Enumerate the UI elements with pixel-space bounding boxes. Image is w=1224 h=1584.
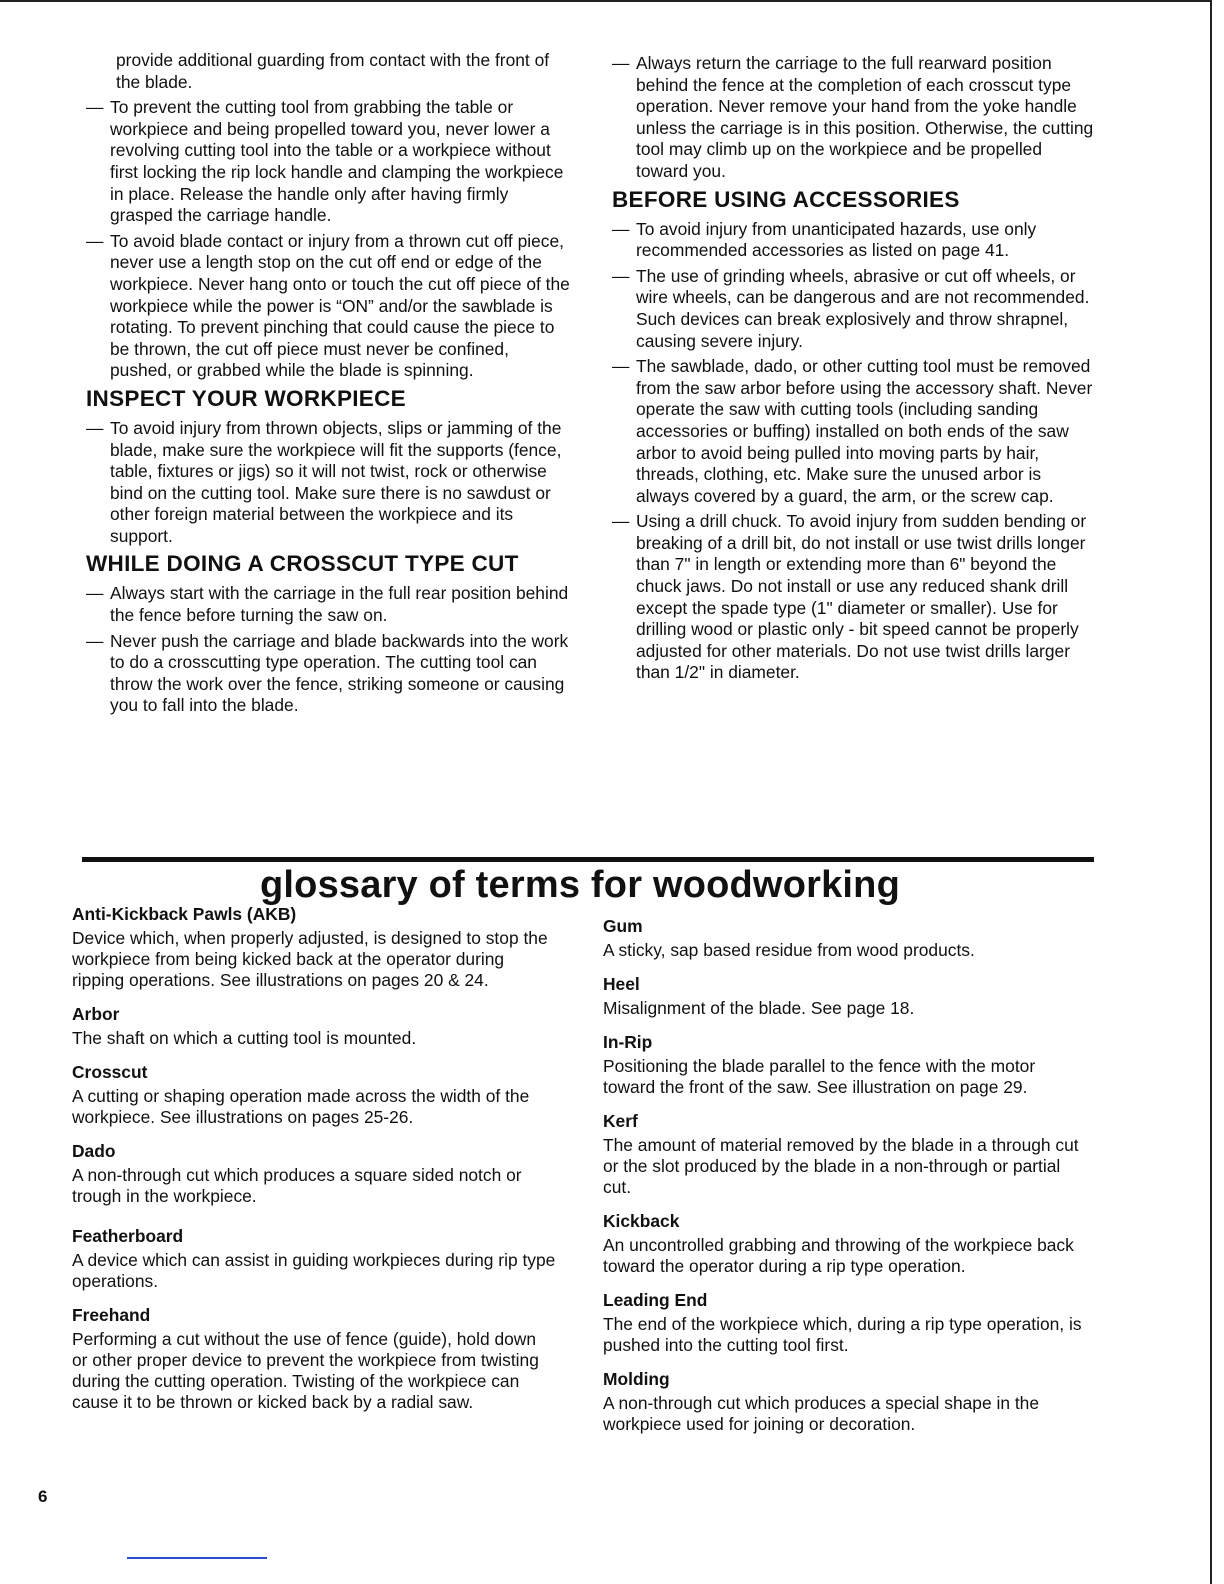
dash-bullet: —: [86, 630, 104, 651]
dash-bullet: —: [612, 53, 630, 73]
glossary-definition: A cutting or shaping operation made across the width of the workpiece. See illustrations on pages 25-26.: [72, 1086, 530, 1127]
safety-column-left: [86, 50, 572, 721]
glossary-term: Molding: [603, 1369, 670, 1389]
glossary-definition: A non-through cut which produces a square sided notch or trough in the workpiece.: [72, 1165, 522, 1206]
glossary-definition: Device which, when properly adjusted, is designed to stop the workpiece from being kicked back at the operator during ripping operations. See illustrations on pages 20 & 24.: [72, 928, 548, 990]
glossary-entry: [603, 1368, 1087, 1435]
glossary-entry: [603, 1210, 1087, 1277]
safety-column-right: [612, 53, 1094, 688]
dash-bullet: —: [86, 230, 104, 251]
glossary-entry: [72, 1003, 556, 1049]
safety-item-text: To avoid injury from unanticipated hazards, use only recommended accessories as listed on page 41.: [636, 218, 1037, 261]
section-heading-inspect: INSPECT YOUR WORKPIECE: [86, 385, 406, 411]
section-heading-accessories: BEFORE USING ACCESSORIES: [612, 186, 960, 212]
safety-item-text: To prevent the cutting tool from grabbing the table or workpiece and being propelled toward you, never lower a revolving cutting tool into the table or a workpiece without first locking the rip lock handle and clamping the workpiece in place. Release the handle only after having firmly grasped the carriage handle.: [110, 97, 564, 226]
glossary-entry: [603, 973, 1087, 1019]
glossary-definition: Misalignment of the blade. See page 18.: [603, 998, 915, 1018]
safety-item: [86, 631, 572, 717]
safety-item-text: The sawblade, dado, or other cutting tool must be removed from the saw arbor before using the accessory shaft. Never operate the saw with cutting tools (including sanding accessories or buffing) installed on both ends of the saw arbor to avoid being pulled into moving parts by hair, threads, clothing, etc. Make sure the unused arbor is always covered by a guard, the arm, or the screw cap.: [636, 356, 1093, 506]
safety-item: [612, 53, 1094, 183]
dash-bullet: —: [612, 511, 630, 532]
glossary-definition: A non-through cut which produces a special shape in the workpiece used for joining or decoration.: [603, 1393, 1040, 1434]
glossary-title: glossary of terms for woodworking: [259, 864, 901, 906]
page-number: 6: [38, 1487, 48, 1506]
glossary-entry: [603, 915, 1087, 961]
glossary-term: Kickback: [603, 1211, 680, 1231]
safety-item-text: Never push the carriage and blade backwards into the work to do a crosscutting type operation. The cutting tool can throw the work over the fence, striking someone or causing you to fall into the blade.: [110, 630, 569, 716]
safety-item: [612, 511, 1094, 684]
glossary-definition: A sticky, sap based residue from wood products.: [603, 940, 975, 960]
glossary-definition: Positioning the blade parallel to the fence with the motor toward the front of the saw. See illustration on page 29.: [603, 1056, 1036, 1097]
glossary-column-right: [603, 915, 1087, 1447]
safety-item-text: Always start with the carriage in the full rear position behind the fence before turning the saw on.: [110, 583, 569, 626]
glossary-entry: [72, 1304, 556, 1413]
safety-item-text: Always return the carriage to the full rearward position behind the fence at the completion of each crosscut type operation. Never remove your hand from the yoke handle unless the carriage is in this position. Otherwise, the cutting tool may climb up on the workpiece and be propelled toward you.: [636, 53, 1094, 181]
safety-item: [86, 97, 572, 227]
glossary-term: Anti-Kickback Pawls (AKB): [72, 904, 297, 924]
section-heading-crosscut: WHILE DOING A CROSSCUT TYPE CUT: [86, 551, 519, 577]
glossary-entry: [72, 1140, 556, 1207]
glossary-entry: [603, 1289, 1087, 1356]
glossary-term: Leading End: [603, 1290, 708, 1310]
dash-bullet: —: [86, 417, 104, 438]
safety-item-text: To avoid injury from thrown objects, slips or jamming of the blade, make sure the workpiece will fit the supports (fence, table, fixtures or jigs) so it will not twist, rock or otherwise bind on the cutting tool. Make sure there is no sawdust or other foreign material between the workpiece and its support.: [110, 417, 562, 546]
safety-item-text: To avoid blade contact or injury from a thrown cut off piece, never use a length stop on the cut off end or edge of the workpiece. Never hang onto or touch the cut off piece of the workpiece while the power is “ON” and/or the sawblade is rotating. To prevent pinching that could cause the piece to be thrown, the cut off piece must never be confined, pushed, or grabbed while the blade is spinning.: [110, 230, 570, 381]
glossary-entry: [72, 1225, 556, 1292]
safety-item: [86, 583, 572, 626]
safety-item: [86, 231, 572, 382]
glossary-term: Kerf: [603, 1111, 638, 1131]
top-border-line: [0, 0, 1212, 2]
glossary-term: Freehand: [72, 1305, 151, 1325]
safety-item-text: Using a drill chuck. To avoid injury from sudden bending or breaking of a drill bit, do not install or use twist drills longer than 7" in length or extending more than 6" beyond the chuck jaws. Do not install or use any reduced shank drill except the spade type (1" diameter or smaller). Use for drilling wood or plastic only - bit speed cannot be properly adjusted for other materials. Do not use twist drills larger than 1/2" in diameter.: [636, 511, 1087, 683]
glossary-entry: [72, 1061, 556, 1128]
glossary-column-left: [72, 903, 556, 1425]
dash-bullet: —: [612, 356, 630, 377]
glossary-definition: The shaft on which a cutting tool is mounted.: [72, 1028, 417, 1048]
glossary-definition: A device which can assist in guiding workpieces during rip type operations.: [72, 1250, 556, 1291]
glossary-term: Crosscut: [72, 1062, 148, 1082]
dash-bullet: —: [612, 265, 630, 286]
glossary-definition: The amount of material removed by the blade in a through cut or the slot produced by the blade in a non-through or partial cut.: [603, 1135, 1079, 1197]
safety-item: [86, 418, 572, 548]
dash-bullet: —: [86, 583, 104, 604]
safety-item: [612, 356, 1094, 507]
safety-item: [612, 219, 1094, 262]
dash-bullet: —: [86, 97, 104, 118]
glossary-term: Gum: [603, 916, 643, 936]
continuation-paragraph: provide additional guarding from contact with the front of the blade.: [116, 50, 550, 92]
glossary-definition: An uncontrolled grabbing and throwing of the workpiece back toward the operator during a rip type operation.: [603, 1235, 1074, 1276]
glossary-definition: The end of the workpiece which, during a rip type operation, is pushed into the cutting tool first.: [603, 1314, 1082, 1355]
glossary-term: Featherboard: [72, 1226, 184, 1246]
glossary-entry: [72, 903, 556, 991]
bottom-underline-mark: [127, 1557, 267, 1559]
safety-item: [612, 266, 1094, 352]
glossary-entry: [603, 1031, 1087, 1098]
safety-item-text: The use of grinding wheels, abrasive or cut off wheels, or wire wheels, can be dangerous and are not recommended. Such devices can break explosively and throw shrapnel, causing severe injury.: [636, 265, 1090, 351]
right-border-line: [1210, 0, 1212, 1584]
glossary-term: Heel: [603, 974, 640, 994]
glossary-term: Dado: [72, 1141, 116, 1161]
dash-bullet: —: [612, 218, 630, 239]
glossary-term: In-Rip: [603, 1032, 653, 1052]
glossary-entry: [603, 1110, 1087, 1198]
glossary-definition: Performing a cut without the use of fence (guide), hold down or other proper device to prevent the workpiece from twisting during the cutting operation. Twisting of the workpiece can cause it to be thrown or kicked back by a radial saw.: [72, 1329, 539, 1412]
glossary-term: Arbor: [72, 1004, 120, 1024]
